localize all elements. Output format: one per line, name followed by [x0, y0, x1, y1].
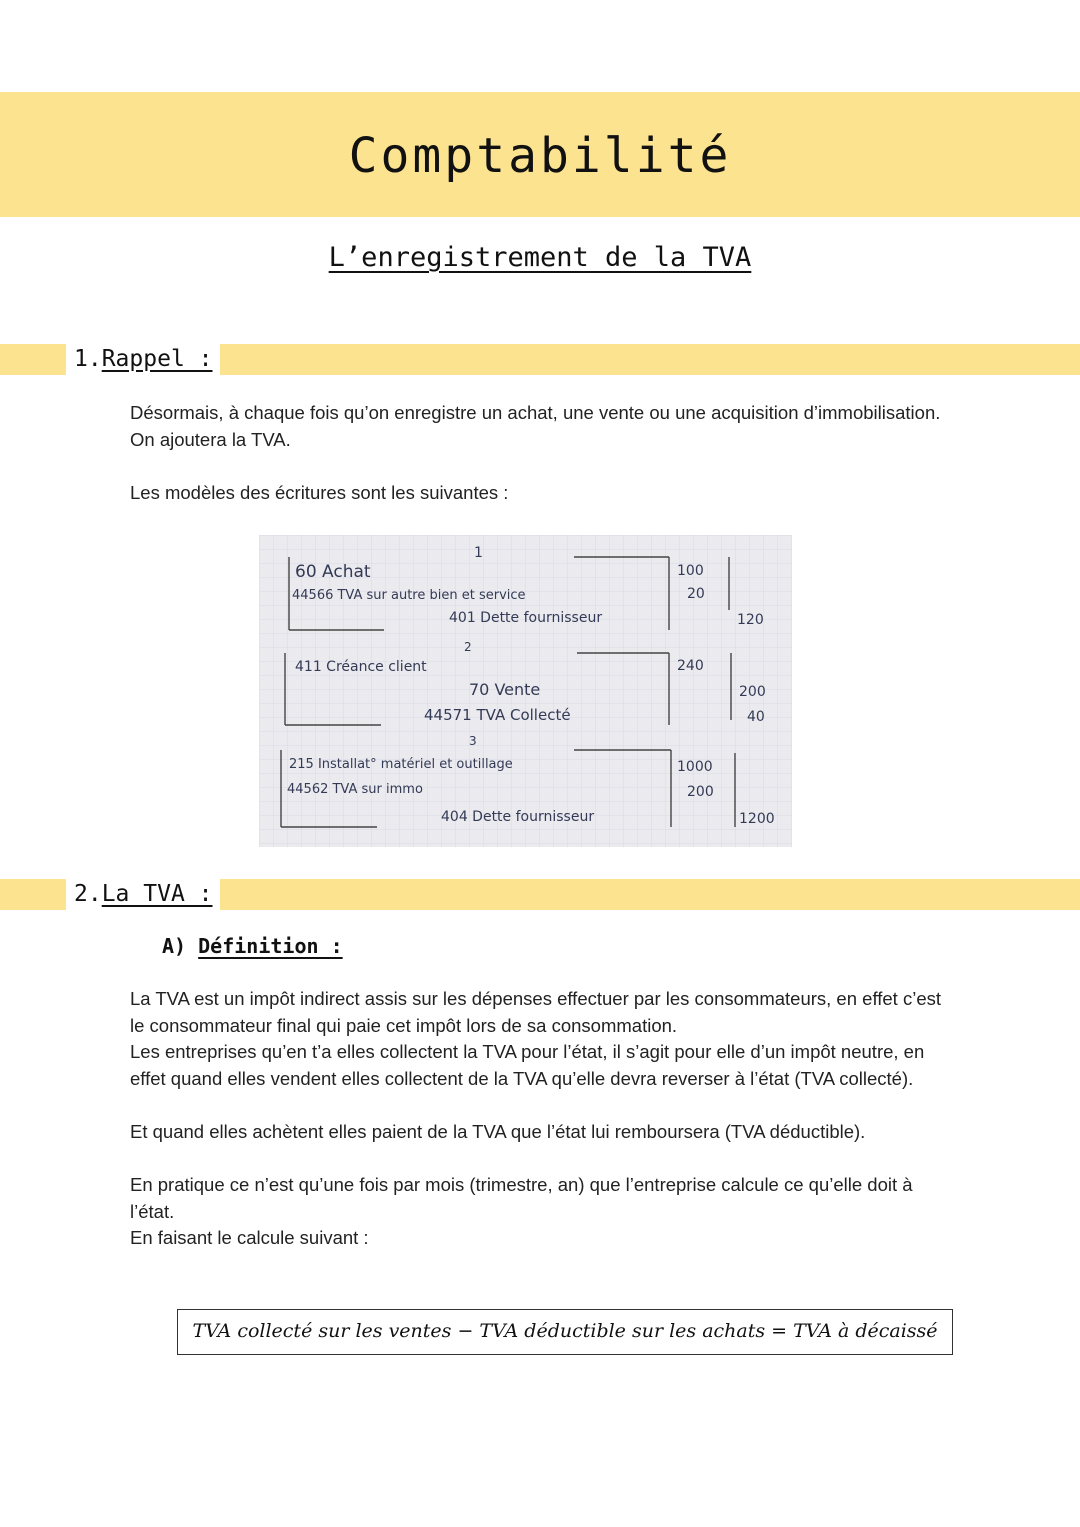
entry-2-credit-amount: 200 [739, 684, 766, 700]
entry-1-number: 1 [474, 545, 483, 561]
tva-formula-box: TVA collecté sur les ventes − TVA déductible sur les achats = TVA à décaissé [177, 1309, 953, 1355]
page-title: Comptabilité [348, 128, 732, 184]
section1-paragraph1: Désormais, à chaque fois qu’on enregistre un achat, une vente ou une acquisition d’immobilisation. On ajoutera la TVA. [130, 402, 941, 450]
entry-2-credit-account: 70 Vente [469, 680, 541, 699]
definition-paragraph: En pratique ce n’est qu’une fois par mois (trimestre, an) que l’entreprise calcule ce qu’elle doit à l’état. [130, 1174, 913, 1222]
entry-2-credit-account: 44571 TVA Collecté [424, 706, 571, 724]
entry-1-debit-amount: 100 [677, 563, 704, 579]
section2-label: La TVA : [101, 881, 213, 907]
entry-1-credit-account: 401 Dette fournisseur [449, 610, 603, 626]
definition-paragraph: La TVA est un impôt indirect assis sur les dépenses effectuer par les consommateurs, en effet c’est le consommateur final qui paie cet impôt lors de sa consommation. [130, 988, 941, 1036]
entry-1-debit-amount: 20 [687, 586, 705, 602]
entry-1-debit-account: 44566 TVA sur autre bien et service [292, 588, 526, 603]
definition-paragraph: Les entreprises qu’en t’a elles collectent la TVA pour l’état, il s’agit pour elle d’un impôt neutre, en effet quand elles vendent elles collectent de la TVA qu’elle devra reverser à l’état (TVA collecté). [130, 1041, 925, 1089]
journal-entries-photo [259, 535, 792, 847]
entry-2-credit-amount: 40 [747, 709, 765, 725]
section1-heading [66, 342, 220, 376]
section1-label: Rappel : [101, 346, 213, 372]
section1-paragraph2: Les modèles des écritures sont les suivantes : [130, 482, 509, 503]
entry-3-debit-amount: 1000 [677, 759, 713, 775]
entry-3-debit-account: 44562 TVA sur immo [287, 782, 423, 797]
subtitle-text: L’enregistrement de la TVA [328, 242, 752, 273]
definition-heading [162, 934, 343, 958]
entry-1-credit-amount: 120 [737, 612, 764, 628]
definition-label: Définition : [198, 934, 343, 958]
definition-letter: A) [162, 934, 187, 958]
entry-2-debit-amount: 240 [677, 658, 704, 674]
entry-3-number: 3 [469, 734, 477, 748]
entry-2-number: 2 [464, 640, 472, 654]
section1-number: 1. [74, 346, 102, 372]
entry-2-debit-account: 411 Créance client [295, 659, 427, 675]
entry-3-credit-account: 404 Dette fournisseur [441, 809, 595, 825]
entry-3-debit-amount: 200 [687, 784, 714, 800]
page-subtitle [0, 242, 1080, 273]
definition-paragraph: En faisant le calcule suivant : [130, 1227, 369, 1248]
definition-paragraph: Et quand elles achètent elles paient de la TVA que l’état lui remboursera (TVA déductible). [130, 1121, 866, 1142]
section2-heading [66, 877, 220, 911]
entry-3-debit-account: 215 Installat° matériel et outillage [289, 757, 513, 772]
entry-1-debit-account: 60 Achat [295, 562, 371, 582]
entry-3-credit-amount: 1200 [739, 811, 775, 827]
section2-number: 2. [74, 881, 102, 907]
